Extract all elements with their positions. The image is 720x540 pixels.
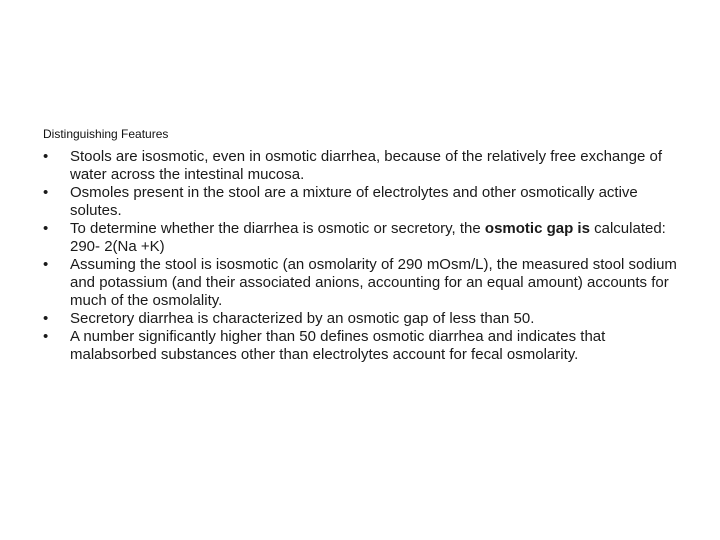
bullet-item-isosmotic-stools: [43, 148, 693, 184]
bullet-marker: •: [43, 220, 49, 237]
bullet-marker: •: [43, 310, 49, 327]
bullet-item-isosmotic-assumption: [43, 256, 693, 310]
bullet-marker: •: [43, 256, 49, 273]
bullet-item-osmotic-gap: [43, 220, 693, 256]
bullet-text-before: To determine whether the diarrhea is osmotic or secretory, the: [70, 220, 485, 237]
bullet-text: Osmoles present in the stool are a mixture of electrolytes and other osmotically active solutes.: [70, 184, 638, 219]
bullet-text: Assuming the stool is isosmotic (an osmolarity of 290 mOsm/L), the measured stool sodium and potassium (and their associated anions, accounting for an equal amount) accounts for much of the osmolality.: [70, 256, 677, 309]
bullet-marker: •: [43, 148, 49, 165]
bullet-text-after: calculated: 290- 2(Na +K): [70, 220, 666, 255]
bullet-marker: •: [43, 184, 49, 201]
bullet-list: [43, 148, 693, 364]
bullet-emphasis: osmotic gap is: [484, 220, 590, 237]
slide-heading: Distinguishing Features: [43, 127, 169, 141]
bullet-text: Stools are isosmotic, even in osmotic diarrhea, because of the relatively free exchange of water across the intestinal mucosa.: [70, 148, 662, 183]
bullet-item-secretory-diarrhea: [43, 310, 693, 328]
bullet-marker: •: [43, 328, 49, 345]
bullet-item-osmotic-diarrhea: [43, 328, 693, 364]
bullet-item-osmoles: [43, 184, 693, 220]
bullet-text: Secretory diarrhea is characterized by an osmotic gap of less than 50.: [70, 310, 535, 327]
bullet-text: A number significantly higher than 50 defines osmotic diarrhea and indicates that malabsorbed substances other than electrolytes account for fecal osmolarity.: [70, 328, 606, 363]
